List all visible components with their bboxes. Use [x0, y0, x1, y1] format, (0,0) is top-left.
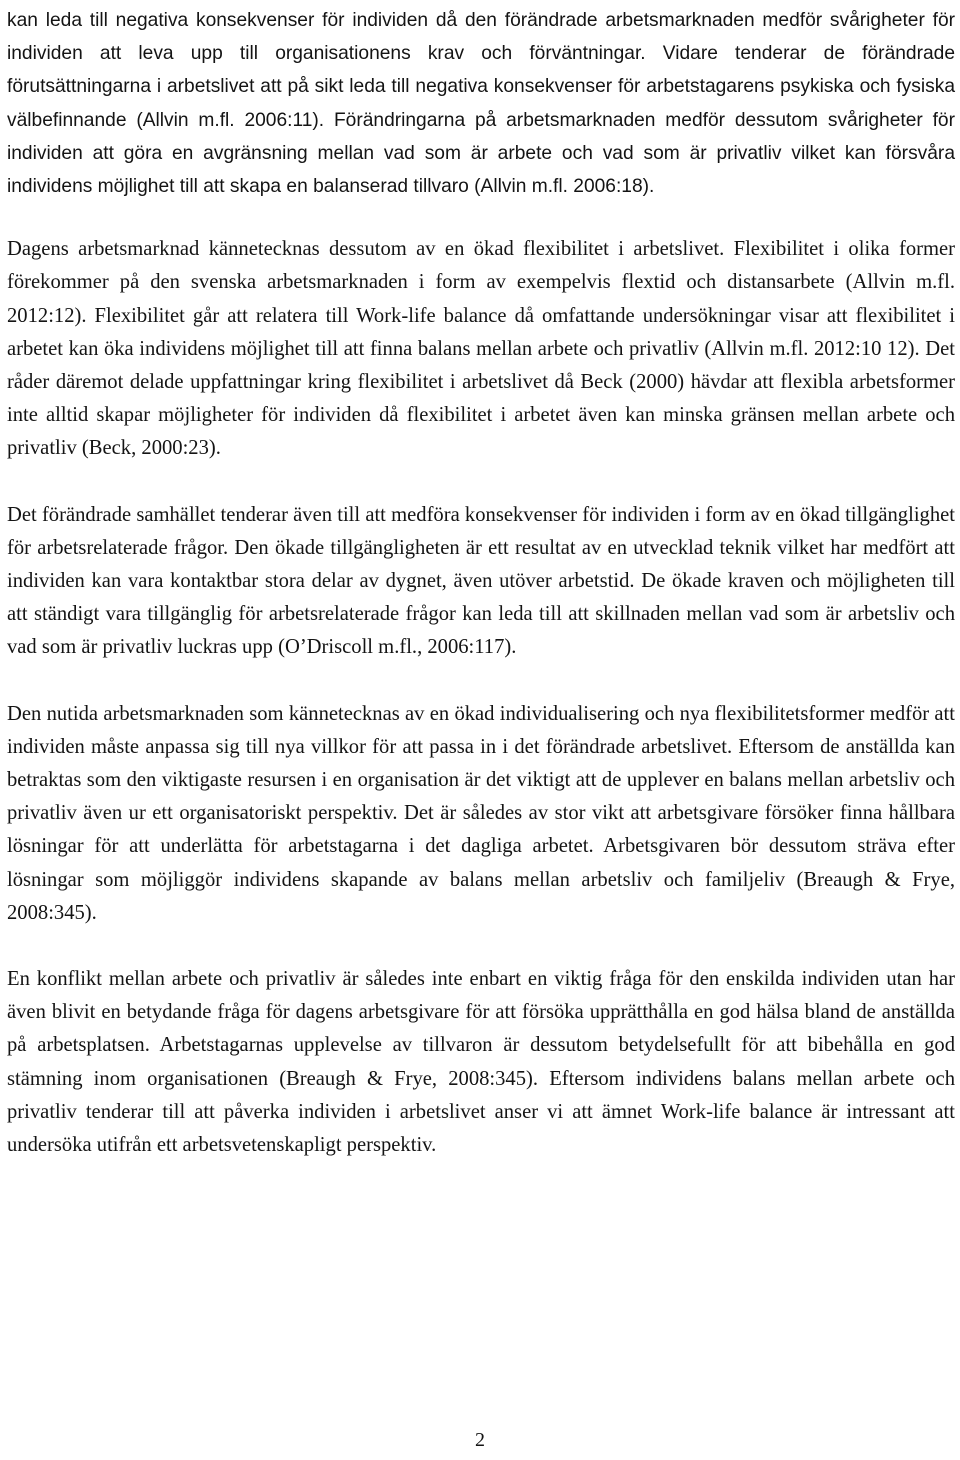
paragraph-1: kan leda till negativa konsekvenser för individen då den förändrade arbetsmarknaden medför svårigheter för individen att leva upp till organisationens krav och förväntningar. Vidare tenderar de förändrade förutsättningarna i arbetslivet att på sikt leda till negativa konsekvenser för arbetstagarens psykiska och fysiska välbefinnande (Allvin m.fl. 2006:11). Förändringarna på arbetsmarknaden medför dessutom svårigheter för individen att göra en avgränsning mellan vad som är arbete och vad som är privatliv vilket kan försvåra individens möjlighet till att skapa en balanserad tillvaro (Allvin m.fl. 2006:18). — [7, 10, 955, 198]
paragraph-2: Dagens arbetsmarknad kännetecknas dessutom av en ökad flexibilitet i arbetslivet. Flexibilitet i olika former förekommer på den svenska arbetsmarknaden i form av exempelvis flextid och distansarbete (Allvin m.fl. 2012:12). Flexibilitet går att relatera till Work-life balance då omfattande undersökningar visar att flexibilitet i arbetet kan öka individens möjlighet till att finna balans mellan arbete och privatliv (Allvin m.fl. 2012:10 12). Det råder däremot delade uppfattningar kring flexibilitet i arbetslivet då Beck (2000) hävdar att flexibla arbetsformer inte alltid skapar möjligheter för individen då flexibilitet i arbetet även kan minska gränsen mellan arbete och privatliv (Beck, 2000:23). — [7, 238, 955, 460]
document-page — [7, 4, 955, 1162]
paragraph-3: Det förändrade samhället tenderar även till att medföra konsekvenser för individen i form av en ökad tillgänglighet för arbetsrelaterade frågor. Den ökade tillgängligheten är ett resultat av en utvecklad teknik vilket har medfört att individen kan vara kontaktbar stora delar av dygnet, även utöver arbetstid. De ökade kraven och möjligheten till att ständigt vara tillgänglig för arbetsrelaterade frågor kan leda till att skillnaden mellan vad som är arbetsliv och vad som är privatliv luckras upp (O’Driscoll m.fl., 2006:117). — [7, 503, 955, 659]
paragraph-5: En konflikt mellan arbete och privatliv är således inte enbart en viktig fråga för den enskilda individen utan har även blivit en betydande fråga för dagens arbetsgivare för att försöka upprätthålla en god hälsa bland de anställda på arbetsplatsen. Arbetstagarnas upplevelse av tillvaron är dessutom betydelsefullt för att bibehålla en god stämning inom organisationen (Breaugh & Frye, 2008:345). Eftersom individens balans mellan arbete och privatliv tenderar till att påverka individen i arbetslivet anser vi att ämnet Work-life balance är intressant att undersöka utifrån ett arbetsvetenskapligt perspektiv. — [7, 968, 955, 1157]
paragraph-4: Den nutida arbetsmarknaden som kännetecknas av en ökad individualisering och nya flexibilitetsformer medför att individen måste anpassa sig till nya villkor för att passa in i det förändrade arbetslivet. Eftersom de anställda kan betraktas som den viktigaste resursen i en organisation är det viktigt att de upplever en balans mellan arbetsliv och privatliv även ur ett organisatoriskt perspektiv. Det är således av stor vikt att arbetsgivare försöker finna hållbara lösningar för att underlätta för arbetstagarna i det dagliga arbetet. Arbetsgivaren bör dessutom sträva efter lösningar som möjliggör individens skapande av balans mellan arbetsliv och familjeliv (Breaugh & Frye, 2008:345). — [7, 702, 955, 924]
page-number: 2 — [475, 1429, 485, 1451]
